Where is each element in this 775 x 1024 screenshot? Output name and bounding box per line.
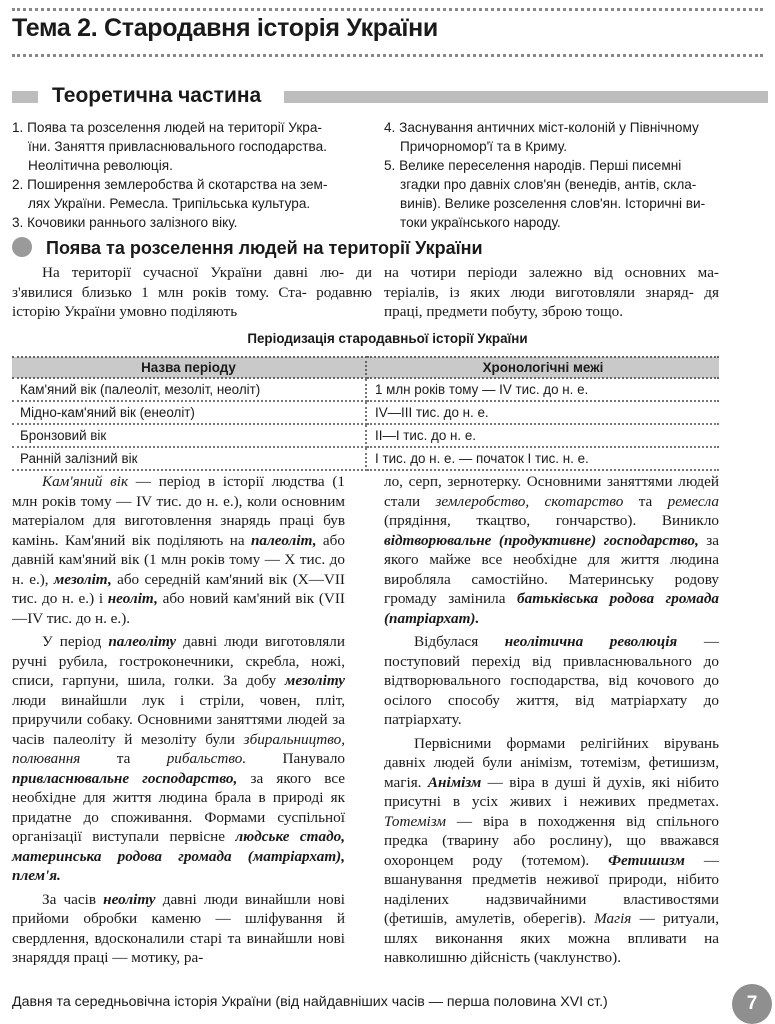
subsection-heading bbox=[12, 237, 483, 259]
term: неоліту bbox=[103, 890, 156, 908]
toc-left bbox=[12, 118, 372, 232]
topic-title: Тема 2. Стародавня історія України bbox=[12, 14, 438, 42]
text: — віра в душі й духів, які нібито присутні в усіх живих і неживих предметах. bbox=[384, 773, 719, 810]
body-left-column bbox=[12, 472, 345, 968]
chronology-cell: 1 млн років тому — IV тис. до н. е. bbox=[366, 378, 719, 401]
paragraph bbox=[384, 472, 719, 628]
term: рибальство. bbox=[166, 750, 247, 767]
text: люди винайшли лук і стріли, човен, пліт, приручили собаку. Основними заняттями людей за часів палеоліту й мезоліту були bbox=[12, 691, 345, 748]
chronology-cell: I тис. до н. е. — початок I тис. н. е. bbox=[366, 447, 719, 470]
intro-left-text: На території сучасної України давні лю- ди з'явилися близько 1 млн років тому. Ста- родавню історію України умовно поділяють bbox=[12, 264, 372, 320]
section-bar-right bbox=[284, 91, 768, 103]
term: неоліт, bbox=[107, 590, 158, 607]
text: — період в історії людства (1 млн років тому — IV тис. до н. е.), коли основним матеріалом для виготовлення знарядь праці був камінь. Кам'яний вік поділяють на bbox=[12, 473, 345, 549]
table-title: Періодизація стародавньої історії України bbox=[247, 331, 528, 346]
term: Тотемізм bbox=[384, 812, 446, 830]
text: або давній кам'яний вік (1 млн років тому — X тис. до н. е.), bbox=[12, 531, 345, 588]
text: Панувало bbox=[246, 750, 345, 767]
table-row bbox=[12, 378, 719, 401]
section-header bbox=[12, 86, 720, 108]
body-right-column bbox=[384, 472, 719, 968]
text: За часів bbox=[42, 890, 104, 908]
toc-line: Неолітична революція. bbox=[28, 158, 173, 173]
term: привласнювальне господарство, bbox=[12, 769, 238, 787]
section-bar-left bbox=[12, 91, 38, 103]
text: — поступовий перехід від привласнювального до відтворювального господарства, від кочового до осілого способу життя, від матріархату до патріархату. bbox=[384, 633, 719, 728]
subsection-title: Поява та розселення людей на території України bbox=[46, 238, 483, 258]
title-divider bbox=[12, 54, 763, 57]
term: відтворювальне (продуктивне) господарство, bbox=[384, 531, 699, 549]
term: батьківська родова громада (патріархат). bbox=[384, 590, 719, 627]
toc-line: 1. Поява та розселення людей на території Укра- bbox=[12, 120, 322, 135]
text: У період bbox=[42, 633, 109, 650]
section-title: Теоретична частина bbox=[52, 84, 262, 107]
paragraph bbox=[384, 632, 719, 730]
intro-right bbox=[384, 263, 719, 322]
term: неолітична революція bbox=[504, 633, 678, 650]
text: давні люди виготовляли ручні рубила, гостроконечники, скребла, ножі, списи, гарпуни, шила, голки. За добу bbox=[12, 633, 345, 689]
toc-line: 5. Велике переселення народів. Перші писемні bbox=[384, 158, 682, 173]
toc-line: лях України. Ремесла. Трипільська культура. bbox=[28, 196, 311, 211]
term: Фетишизм bbox=[608, 851, 685, 869]
text: — віра в походження від спільного предка (тварину або рослину), що вважався охоронцем роду (тотемом). bbox=[384, 812, 719, 869]
text: Відбулася bbox=[414, 633, 505, 650]
text: за якого майже все необхідне для життя людина виробляла самостійно. Материнську родову громаду замінила bbox=[384, 531, 719, 607]
term: мезоліт, bbox=[53, 570, 112, 588]
term: ремесла bbox=[667, 492, 719, 510]
text: або новий кам'яний вік (VII—IV тис. до н. е.). bbox=[12, 590, 345, 627]
paragraph bbox=[12, 890, 345, 968]
text: — вшанування предметів неживої природи, нібито наділених надзвичайними властивостями (фетишів, амулетів, оберегів). bbox=[384, 851, 720, 927]
intro-left bbox=[12, 263, 372, 322]
term: Анімізм bbox=[427, 773, 482, 791]
toc-line: 2. Поширення землеробства й скотарства на зем- bbox=[12, 177, 328, 192]
header-chronology: Хронологічні межі bbox=[366, 357, 719, 378]
term: палеоліт, bbox=[250, 531, 317, 549]
page-number: 7 bbox=[732, 984, 772, 1024]
paragraph bbox=[12, 472, 345, 628]
period-cell: Ранній залізний вік bbox=[12, 447, 366, 470]
term: мезоліту bbox=[284, 672, 345, 689]
text: Первісними формами релігійних вірувань давніх людей були анімізм, тотемізм, фетишизм, магія. bbox=[384, 734, 719, 791]
text: за якого все необхідне для життя людина брала в природі як придатне до споживання. Формами суспільної організації виступали первісне bbox=[12, 769, 345, 845]
bullet-circle-icon bbox=[12, 237, 32, 257]
text: та bbox=[80, 750, 167, 767]
toc-line: токи українського народу. bbox=[400, 215, 561, 230]
toc-line: Причорномор'ї та в Криму. bbox=[400, 139, 568, 154]
period-cell: Бронзовий вік bbox=[12, 424, 366, 447]
table-row bbox=[12, 424, 719, 447]
table-row bbox=[12, 447, 719, 470]
toc-line: згадки про давніх слов'ян (венедів, антів, скла- bbox=[400, 177, 697, 192]
text: ло, серп, зернотерку. Основними заняттями людей стали bbox=[384, 473, 719, 510]
text: та bbox=[623, 492, 668, 510]
toc-line: винів). Велике розселення слов'ян. Історичні ви- bbox=[400, 196, 706, 211]
table-row bbox=[12, 401, 719, 424]
footer-text: Давня та середньовічна історія України (від найдавніших часів — перша половина XVI ст.) bbox=[12, 994, 608, 1010]
header-period: Назва періоду bbox=[12, 357, 366, 378]
paragraph bbox=[12, 632, 345, 886]
periodization-table bbox=[12, 356, 719, 471]
term: людське стадо, материнська родова громада (матріархат), плем'я. bbox=[12, 828, 345, 884]
text: або середній кам'яний вік (X—VII тис. до н. е.) і bbox=[12, 570, 345, 607]
toc-line: 4. Заснування античних міст-колоній у Північному bbox=[384, 120, 699, 135]
term: Магія bbox=[594, 910, 632, 927]
toc-line: їни. Заняття привласнювального господарства. bbox=[28, 139, 327, 154]
toc-line: 3. Кочовики раннього залізного віку. bbox=[12, 215, 238, 230]
term: палеоліту bbox=[108, 633, 177, 650]
period-cell: Мідно-кам'яний вік (енеоліт) bbox=[12, 401, 366, 424]
table-header-row bbox=[12, 357, 719, 378]
chronology-cell: II—I тис. до н. е. bbox=[366, 424, 719, 447]
toc-right bbox=[384, 118, 724, 232]
period-cell: Кам'яний вік (палеоліт, мезоліт, неоліт) bbox=[12, 378, 366, 401]
top-divider bbox=[12, 8, 763, 11]
term: Кам'яний вік bbox=[42, 473, 129, 490]
text: — ритуали, шлях виконання яких можна впливати на навколишню дійсність (чаклунство). bbox=[384, 910, 719, 966]
text: давні люди винайшли нові прийоми обробки каменю — шліфування й свердлення, вдосконалили старі та винайшли нові знаряддя праці — мотику, ра- bbox=[12, 890, 345, 966]
text: (прядіння, ткацтво, гончарство). Виникло bbox=[384, 512, 719, 529]
term: землеробство, скотарство bbox=[435, 492, 624, 510]
term: збиральництво, полювання bbox=[12, 730, 345, 767]
intro-right-text: на чотири періоди залежно від основних ма- теріалів, із яких люди виготовляли знаряд- дя праці, предмети побуту, зброю тощо. bbox=[384, 264, 719, 320]
chronology-cell: IV—III тис. до н. е. bbox=[366, 401, 719, 424]
paragraph bbox=[384, 734, 719, 968]
